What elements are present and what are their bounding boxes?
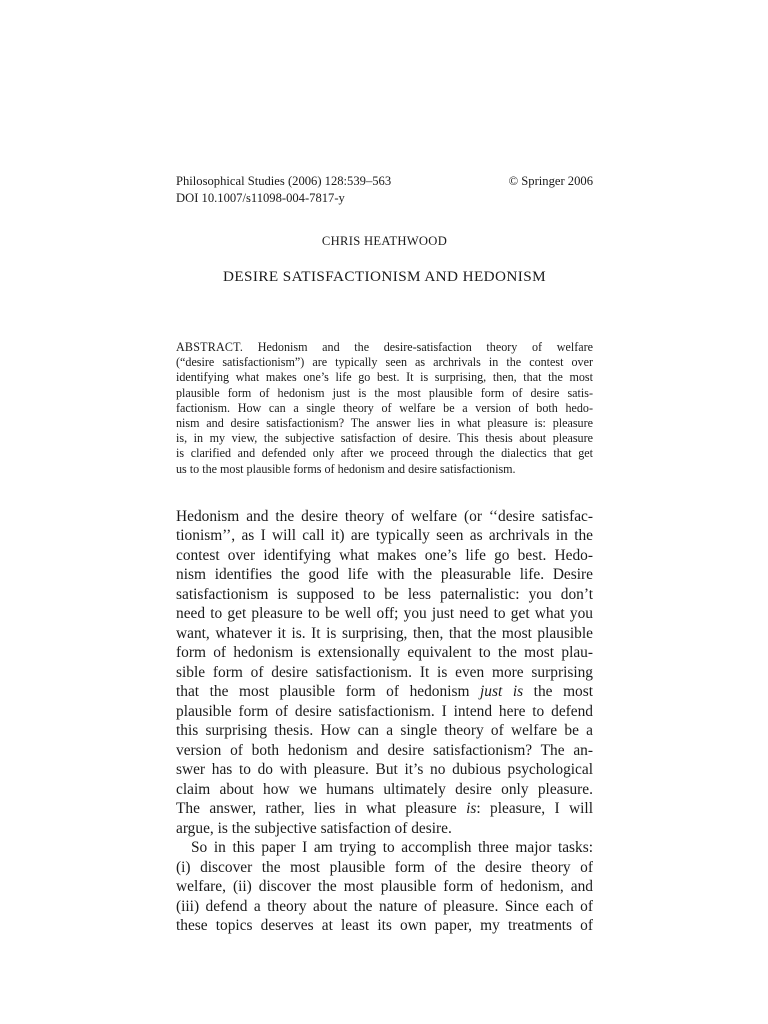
abstract-label: ABSTRACT. [176,340,244,354]
abstract-line-8: is clarified and defended only after we proceed through the dialectics that get [176,446,593,461]
body-line: version of both hedonism and desire satisfactionism? The an- [176,741,593,759]
abstract [176,340,593,477]
body-paragraph-1 [176,507,593,839]
abstract-line-4: plausible form of hedonism just is the most plausible form of desire satis- [176,385,593,400]
abstract-line-1: Hedonism and the desire-satisfaction theory of welfare [243,340,593,354]
journal-page [176,173,593,936]
body-line: plausible form of desire satisfactionism. I intend here to defend [176,702,593,720]
body-text-segment: : pleasure, I will [476,800,593,818]
abstract-line-2: (“desire satisfactionism”) are typically seen as archrivals in the contest over [176,355,593,370]
body-line: form of hedonism is extensionally equivalent to the most plau- [176,644,593,662]
body-line: these topics deserves at least its own paper, my treatments of [176,917,593,935]
body-line: claim about how we humans ultimately desire only pleasure. [176,780,593,798]
body-line: (iii) defend a theory about the nature of pleasure. Since each of [176,897,593,915]
journal-citation: Philosophical Studies (2006) 128:539–563 [176,174,392,188]
doi-line: DOI 10.1007/s11098-004-7817-y [176,191,345,205]
body-text-segment: the most [523,683,593,701]
body-line [176,682,593,702]
abstract-line-3: identifying what makes one’s life go best. It is surprising, then, that the most [176,370,593,385]
body-text-segment: that the most plausible form of hedonism [176,683,481,701]
author-name: CHRIS HEATHWOOD [321,234,448,248]
body-line: So in this paper I am trying to accomplish three major tasks: [191,839,593,857]
body-line: tionism’’, as I will call it) are typically seen as archrivals in the [176,527,593,545]
body-text [176,507,593,936]
body-line [176,799,593,819]
body-paragraph-2 [176,838,593,936]
body-line: satisfactionism is supposed to be less paternalistic: you don’t [176,585,593,603]
copyright-notice: © Springer 2006 [508,174,593,188]
body-text-segment: The answer, rather, lies in what pleasure [176,800,467,818]
abstract-line-6: nism and desire satisfactionism? The answer lies in what pleasure is: pleasure [176,416,593,431]
body-line: sible form of desire satisfactionism. It is even more surprising [176,663,593,681]
article-title: DESIRE SATISFACTIONISM AND HEDONISM [223,268,546,285]
abstract-line-9: us to the most plausible forms of hedonism and desire satisfactionism. [176,461,516,476]
body-line: swer has to do with pleasure. But it’s no dubious psychological [176,761,593,779]
body-line: Hedonism and the desire theory of welfare (or ‘‘desire satisfac- [176,507,593,525]
running-header [176,173,593,190]
body-line: want, whatever it is. It is surprising, then, that the most plausible [176,624,593,642]
body-line: contest over identifying what makes one’s life go best. Hedo- [176,546,593,564]
body-line: argue, is the subjective satisfaction of desire. [176,819,452,837]
body-line: welfare, (ii) discover the most plausible form of hedonism, and [176,878,593,896]
emphasis-is: is [466,800,477,818]
abstract-line-7: is, in my view, the subjective satisfaction of desire. This thesis about pleasure [176,431,593,446]
body-line: this surprising thesis. How can a single theory of welfare be a [176,722,593,740]
body-line: (i) discover the most plausible form of the desire theory of [176,858,593,876]
body-line: nism identifies the good life with the pleasurable life. Desire [176,566,593,584]
body-line: need to get pleasure to be well off; you just need to get what you [176,605,593,623]
emphasis-just-is: just is [480,683,524,701]
abstract-line-5: factionism. How can a single theory of welfare be a version of both hedo- [176,400,593,415]
